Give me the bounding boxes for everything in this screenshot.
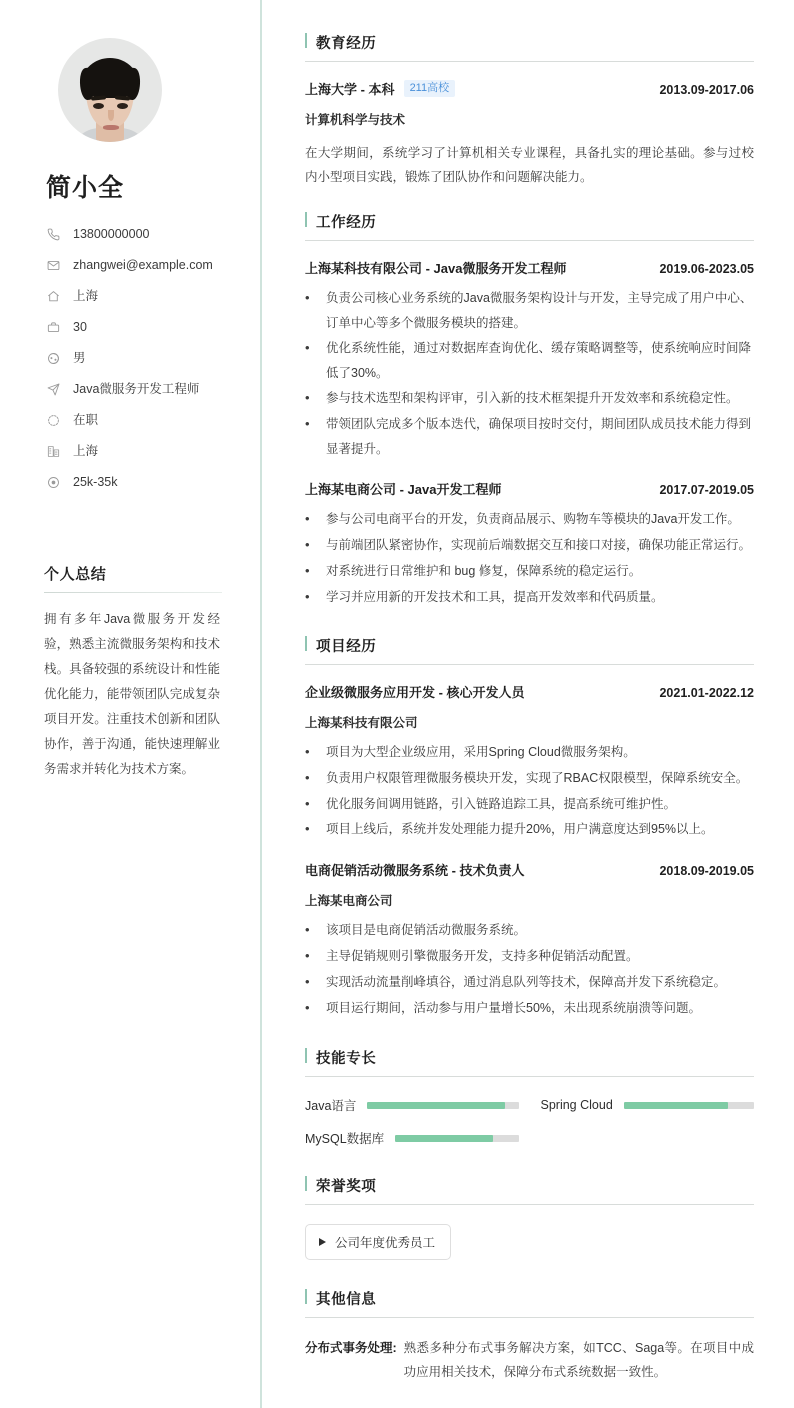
education-entry [305, 62, 754, 189]
contact-value: 上海 [73, 288, 99, 303]
honor-list [305, 1224, 754, 1260]
project-entry [305, 665, 754, 843]
paper-plane-icon [44, 383, 62, 396]
skill-label: MySQL数据库 [305, 1132, 385, 1147]
gender-icon [44, 352, 62, 365]
list-item: • 主导促销规则引擎微服务开发，支持多种促销活动配置。 [305, 944, 754, 969]
bullet-list [305, 740, 754, 843]
skill-label: Spring Cloud [540, 1098, 613, 1113]
entry-date: 2019.06-2023.05 [659, 262, 754, 276]
avatar-photo [58, 38, 162, 142]
skill-progress-fill [624, 1102, 728, 1109]
contact-email [44, 253, 228, 278]
other-info-value: 熟悉多种分布式事务解决方案，如TCC、Saga等。在项目中成功应用相关技术，保障分布式系统数据一致性。 [403, 1341, 754, 1380]
skills-grid [305, 1096, 754, 1147]
contact-value: 25k-35k [73, 474, 118, 489]
skill-progress-fill [367, 1102, 504, 1109]
entry-title: 上海大学 - 本科 [305, 82, 395, 97]
avatar [58, 38, 162, 142]
project-entry [305, 843, 754, 1021]
contact-salary [44, 470, 228, 495]
skill-item [305, 1096, 519, 1114]
contact-work-city [44, 439, 228, 464]
work-entry [305, 241, 754, 461]
skill-item [305, 1129, 519, 1147]
work-entry [305, 462, 754, 610]
contact-value: 13800000000 [73, 226, 150, 241]
entry-header [305, 682, 754, 701]
entry-title: 企业级微服务应用开发 - 核心开发人员 [305, 684, 525, 700]
entry-date: 2017.07-2019.05 [659, 482, 754, 497]
contact-value: Java微服务开发工程师 [73, 381, 200, 396]
section-honors [305, 1175, 754, 1260]
contact-job-title [44, 377, 228, 402]
entry-header [305, 79, 754, 98]
list-item: • 项目上线后，系统并发处理能力提升20%，用户满意度达到95%以上。 [305, 817, 754, 842]
list-item: • 参与技术选型和架构评审，引入新的技术框架提升开发效率和系统稳定性。 [305, 386, 754, 411]
contact-value: 男 [73, 350, 86, 365]
sidebar [0, 0, 262, 1408]
bullet-list [305, 918, 754, 1021]
contact-phone [44, 222, 228, 247]
contact-list [44, 222, 228, 495]
contact-value: 在职 [73, 412, 99, 427]
home-icon [44, 290, 62, 303]
entry-title: 上海某电商公司 - Java开发工程师 [305, 481, 502, 497]
section-heading: 工作经历 [305, 211, 754, 241]
list-item: • 该项目是电商促销活动微服务系统。 [305, 918, 754, 943]
entry-header [305, 860, 754, 879]
entry-header [305, 479, 754, 498]
play-triangle-icon [319, 1238, 326, 1246]
section-work-experience [305, 211, 754, 610]
contact-location [44, 284, 228, 309]
section-personal-summary [44, 563, 228, 782]
section-skills [305, 1047, 754, 1147]
summary-text: 拥有多年Java微服务开发经验，熟悉主流微服务架构和技术栈。具备较强的系统设计和性能优化能力，能带领团队完成复杂项目开发。注重技术创新和团队协作，善于沟通，能快速理解业务需求并转化为技术方案。 [44, 612, 220, 776]
envelope-icon [44, 259, 62, 272]
section-other-info [305, 1288, 754, 1384]
entry-company: 上海某电商公司 [305, 894, 393, 909]
person-name: 简小全 [46, 174, 125, 202]
list-item: • 与前端团队紧密协作，实现前后端数据交互和接口对接，确保功能正常运行。 [305, 533, 754, 558]
list-item: • 项目为大型企业级应用，采用Spring Cloud微服务架构。 [305, 740, 754, 765]
main-content [262, 0, 794, 1408]
list-item: • 负责公司核心业务系统的Java微服务架构设计与开发，主导完成了用户中心、订单中心等多个微服务模块的搭建。 [305, 286, 754, 335]
honor-label: 公司年度优秀员工 [335, 1236, 436, 1251]
entry-date: 2018.09-2019.05 [659, 864, 754, 879]
building-icon [44, 445, 62, 458]
contact-gender [44, 346, 228, 371]
entry-description: 在大学期间，系统学习了计算机相关专业课程，具备扎实的理论基础。参与过校内小型项目实践，锻炼了团队协作和问题解决能力。 [305, 146, 754, 184]
section-heading: 其他信息 [305, 1288, 754, 1318]
list-item: • 学习并应用新的开发技术和工具，提高开发效率和代码质量。 [305, 585, 754, 610]
section-education [305, 32, 754, 189]
entry-date: 2013.09-2017.06 [659, 83, 754, 97]
list-item: • 参与公司电商平台的开发，负责商品展示、购物车等模块的Java开发工作。 [305, 507, 754, 532]
entry-major: 计算机科学与技术 [305, 113, 406, 127]
section-heading: 项目经历 [305, 635, 754, 665]
entry-company: 上海某科技有限公司 [305, 715, 418, 730]
contact-status [44, 408, 228, 433]
entry-date: 2021.01-2022.12 [659, 685, 754, 700]
section-heading: 技能专长 [305, 1047, 754, 1077]
status-badge: 211高校 [404, 80, 456, 97]
skill-label: Java语言 [305, 1099, 357, 1114]
section-project-experience [305, 635, 754, 1022]
skill-progress-track [624, 1102, 754, 1109]
briefcase-icon [44, 321, 62, 334]
contact-value: 30 [73, 319, 87, 334]
entry-title: 电商促销活动微服务系统 - 技术负责人 [305, 863, 525, 879]
section-heading: 教育经历 [305, 32, 754, 62]
contact-value: 上海 [73, 443, 99, 458]
section-heading: 荣誉奖项 [305, 1175, 754, 1205]
skill-progress-track [395, 1135, 518, 1142]
contact-age [44, 315, 228, 340]
list-item: • 优化服务间调用链路，引入链路追踪工具，提高系统可维护性。 [305, 792, 754, 817]
bullet-list [305, 507, 754, 610]
coin-icon [44, 476, 62, 489]
entry-title: 上海某科技有限公司 - Java微服务开发工程师 [305, 261, 567, 276]
skill-progress-track [367, 1102, 518, 1109]
phone-icon [44, 228, 62, 241]
refresh-icon [44, 414, 62, 427]
list-item: • 带领团队完成多个版本迭代，确保项目按时交付，期间团队成员技术能力得到显著提升。 [305, 412, 754, 461]
section-heading: 个人总结 [44, 563, 228, 593]
contact-value: zhangwei@example.com [73, 257, 213, 272]
entry-header [305, 258, 754, 277]
other-info-label: 分布式事务处理: [305, 1341, 397, 1356]
list-item: • 实现活动流量削峰填谷，通过消息队列等技术，保障高并发下系统稳定。 [305, 970, 754, 995]
list-item: • 对系统进行日常维护和 bug 修复，保障系统的稳定运行。 [305, 559, 754, 584]
list-item: • 优化系统性能，通过对数据库查询优化、缓存策略调整等，使系统响应时间降低了30%。 [305, 336, 754, 385]
skill-progress-fill [395, 1135, 492, 1142]
list-item: • 项目运行期间，活动参与用户量增长50%，未出现系统崩溃等问题。 [305, 996, 754, 1021]
bullet-list [305, 286, 754, 461]
list-item: • 负责用户权限管理微服务模块开发，实现了RBAC权限模型，保障系统安全。 [305, 766, 754, 791]
other-info-item [305, 1336, 754, 1384]
honor-item[interactable] [305, 1224, 451, 1260]
skill-item [541, 1096, 755, 1114]
